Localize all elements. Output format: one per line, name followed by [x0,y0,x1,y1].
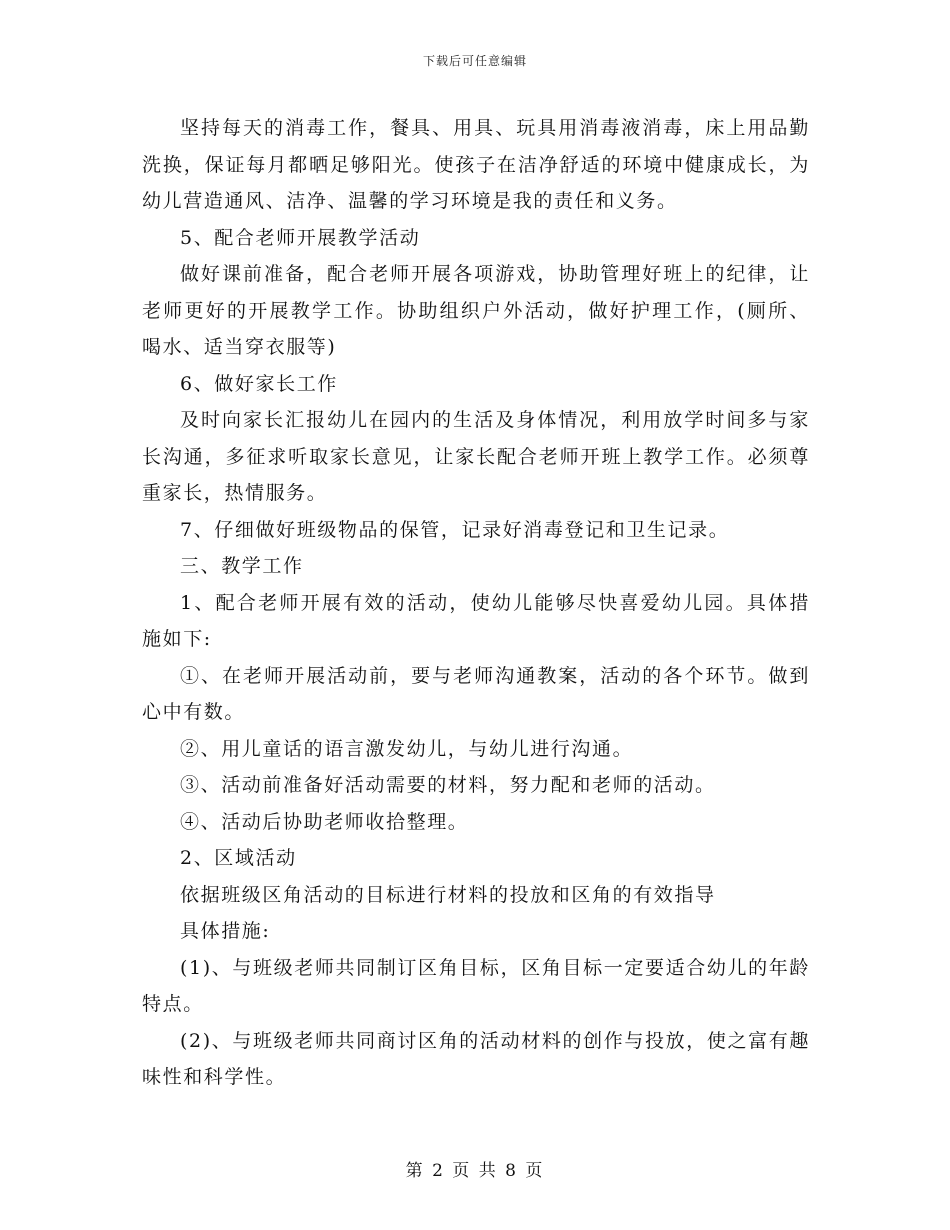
paragraph: 具体措施: [180,920,271,942]
section-heading: 5、配合老师开展教学活动 [180,226,421,249]
paragraph: 7、仔细做好班级物品的保管，记录好消毒登记和卫生记录。 [180,518,730,541]
list-item: (1)、与班级老师共同制订区角目标，区角目标一定要适合幼儿的年龄特点。 [142,956,810,1015]
section-heading: 6、做好家长工作 [180,372,338,395]
paragraph: 1、配合老师开展有效的活动，使幼儿能够尽快喜爱幼儿园。具体措施如下: [142,591,810,650]
section-heading: 2、区域活动 [180,847,297,869]
list-item: (2)、与班级老师共同商讨区角的活动材料的创作与投放，使之富有趣味性和科学性。 [142,1029,810,1088]
page-header: 下载后可任意编辑 [422,54,527,68]
list-item: ②、用儿童话的语言激发幼儿，与幼儿进行沟通。 [180,737,634,760]
list-item: ①、在老师开展活动前，要与老师沟通教案，活动的各个环节。做到心中有数。 [142,664,810,723]
list-item: ③、活动前准备好活动需要的材料，努力配和老师的活动。 [180,774,716,796]
paragraph: 坚持每天的消毒工作，餐具、用具、玩具用消毒液消毒，床上用品勤洗换，保证每月都晒足够阳光。使孩子在洁净舒适的环境中健康成长，为幼儿营造通风、洁净、温馨的学习环境是我的责任和义务。 [142,117,810,212]
paragraph: 依据班级区角活动的目标进行材料的投放和区角的有效指导 [180,883,716,906]
document-body [142,110,810,1096]
paragraph: 做好课前准备，配合老师开展各项游戏，协助管理好班上的纪律，让老师更好的开展教学工作。协助组织户外活动，做好护理工作，(厕所、喝水、适当穿衣服等) [142,263,810,358]
paragraph: 及时向家长汇报幼儿在园内的生活及身体情况，利用放学时间多与家长沟通，多征求听取家长意见，让家长配合老师开班上教学工作。必须尊重家长，热情服务。 [142,409,810,504]
list-item: ④、活动后协助老师收拾整理。 [180,810,469,833]
page-footer: 第 2 页 共 8 页 [405,1161,545,1181]
section-heading: 三、教学工作 [180,555,304,577]
